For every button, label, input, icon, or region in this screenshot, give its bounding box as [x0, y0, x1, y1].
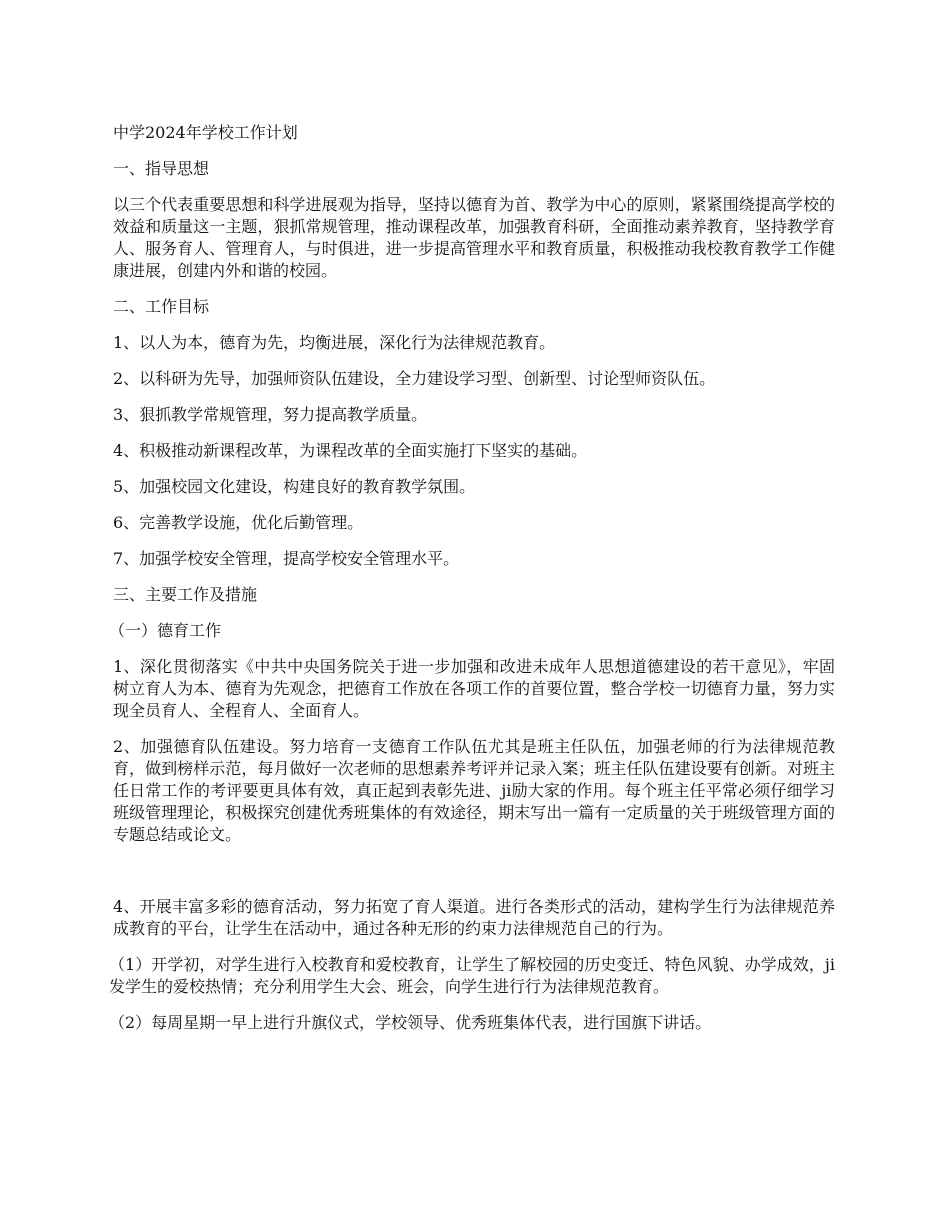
goal-item-3: 3、狠抓教学常规管理，努力提高教学质量。 [113, 405, 428, 424]
goal-item-6: 6、完善教学设施，优化后勤管理。 [113, 513, 364, 532]
goal-item-2: 2、以科研为先导，加强师资队伍建设，全力建设学习型、创新型、讨论型师资队伍。 [113, 369, 716, 388]
subsection-heading-moral-education: （一）德育工作 [109, 621, 222, 640]
goal-item-7: 7、加强学校安全管理，提高学校安全管理水平。 [113, 549, 460, 568]
paragraph-moral-2: 2、加强德育队伍建设。努力培育一支德育工作队伍尤其是班主任队伍，加强老师的行为法律规范教育，做到榜样示范，每月做好一次老师的思想素养考评并记录入案；班主任队伍建设要有创新。对班主任日常工作的考评要更具体有效，真正起到表彰先进、ji励大家的作用。每个班主任平常必须仔细学习班级管理理论，积极探究创建优秀班集体的有效途径，期末写出一篇有一定质量的关于班级管理方面的专题总结或论文。 [113, 737, 835, 844]
goal-item-4: 4、积极推动新课程改革，为课程改革的全面实施打下坚实的基础。 [113, 441, 588, 460]
blank-gap [113, 860, 835, 896]
activity-item-1: （1）开学初，对学生进行入校教育和爱校教育，让学生了解校园的历史变迁、特色风貌、办学成效，ji发学生的爱校热情；充分利用学生大会、班会，向学生进行行为法律规范教育。 [109, 955, 835, 996]
paragraph-moral-4: 4、开展丰富多彩的德育活动，努力拓宽了育人渠道。进行各类形式的活动，建构学生行为法律规范养成教育的平台，让学生在活动中，通过各种无形的约束力法律规范自己的行为。 [113, 897, 835, 938]
goal-item-1: 1、以人为本，德育为先，均衡进展，深化行为法律规范教育。 [113, 333, 556, 352]
document-page [109, 122, 835, 1048]
goal-item-5: 5、加强校园文化建设，构建良好的教育教学氛围。 [113, 477, 476, 496]
section-heading-guiding-ideology: 一、指导思想 [113, 159, 210, 178]
activity-item-2: （2）每周星期一早上进行升旗仪式，学校领导、优秀班集体代表，进行国旗下讲话。 [109, 1013, 712, 1032]
section-heading-work-goals: 二、工作目标 [113, 297, 210, 316]
paragraph-guiding-ideology: 以三个代表重要思想和科学进展观为指导，坚持以德育为首、教学为中心的原则，紧紧围绕提高学校的效益和质量这一主题，狠抓常规管理，推动课程改革，加强教育科研，全面推动素养教育，坚持教学育人、服务育人、管理育人，与时俱进，进一步提高管理水平和教育质量，积极推动我校教育教学工作健康进展，创建内外和谐的校园。 [113, 195, 835, 280]
section-heading-main-work: 三、主要工作及措施 [113, 585, 258, 604]
document-title: 中学2024年学校工作计划 [113, 123, 298, 142]
paragraph-moral-1: 1、深化贯彻落实《中共中央国务院关于进一步加强和改进未成年人思想道德建设的若干意见》，牢固树立育人为本、德育为先观念，把德育工作放在各项工作的首要位置，整合学校一切德育力量，努力实现全员育人、全程育人、全面育人。 [113, 657, 835, 720]
